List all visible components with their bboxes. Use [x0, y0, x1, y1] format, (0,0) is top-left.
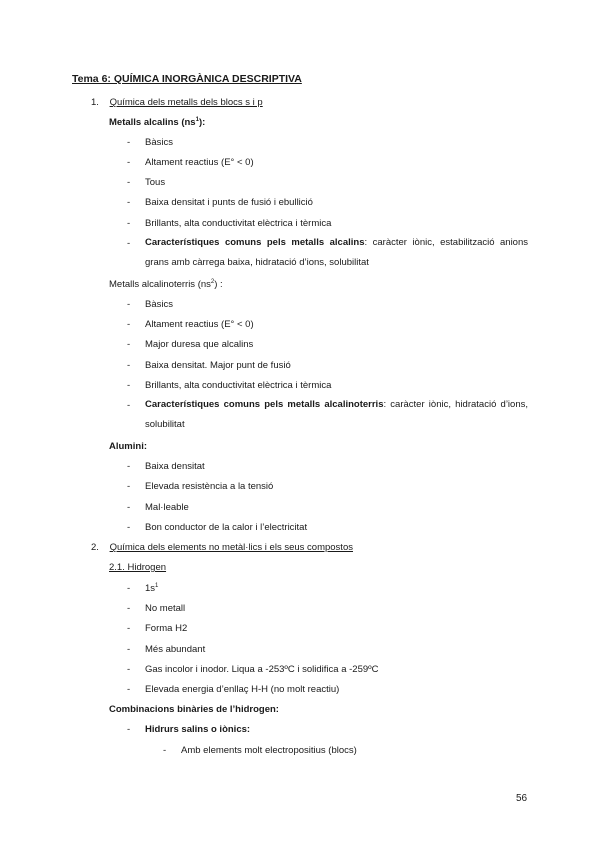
list-item [127, 603, 186, 615]
list-item-text: Baixa densitat i punts de fusió i ebullició [145, 197, 313, 208]
list-item-text: Brillants, alta conductivitat elèctrica i tèrmica [145, 218, 332, 229]
dash-bullet: - [127, 197, 131, 208]
alkaline-earth-heading-text: Metalls alcalinoterris (ns [109, 279, 211, 290]
alkali-common-bold: Característiques comuns pels metalls alcalins [145, 237, 365, 248]
dash-bullet: - [127, 481, 131, 492]
list-item [127, 197, 313, 209]
electron-config-sup: 1 [155, 582, 159, 589]
list-item [127, 177, 166, 189]
list-item-text: Bàsics [145, 137, 173, 148]
dash-bullet: - [127, 502, 131, 513]
list-item [127, 582, 159, 595]
list-item-text: Amb elements molt electropositius (blocs) [181, 745, 357, 756]
alkali-heading-text: Metalls alcalins (ns [109, 117, 196, 128]
dash-bullet: - [127, 177, 131, 188]
list-item-text: Major duresa que alcalins [145, 339, 254, 350]
section-2 [91, 542, 353, 554]
list-item-text: Altament reactius (E° < 0) [145, 157, 254, 168]
list-item [127, 481, 274, 493]
dash-bullet: - [127, 623, 131, 634]
saline-hydrides-heading: Hidrurs salins o iònics: [145, 724, 251, 735]
list-item [127, 644, 206, 656]
list-item-text: Altament reactius (E° < 0) [145, 319, 254, 330]
list-item-text: Forma H2 [145, 623, 188, 634]
list-item [127, 623, 188, 635]
list-item [127, 218, 332, 230]
binary-combinations-heading: Combinacions binàries de l’hidrogen: [109, 704, 279, 715]
list-item-text [145, 583, 158, 595]
list-item-text: Bàsics [145, 299, 173, 310]
list-item [127, 724, 251, 736]
electron-config: 1s [145, 583, 156, 594]
alkali-heading [109, 117, 205, 129]
section-number: 1. [91, 97, 99, 108]
dash-bullet: - [127, 137, 131, 148]
section-heading: Química dels metalls dels blocs s i p [109, 97, 263, 108]
list-item [127, 137, 173, 149]
list-item [127, 684, 340, 696]
list-item-text: Bon conductor de la calor i l’electricitat [145, 522, 308, 533]
dash-bullet: - [127, 400, 131, 411]
list-item [163, 745, 357, 757]
alkaline-earth-heading-sup: 2 [210, 278, 215, 285]
alkaline-earth-common-rest: : caràcter iònic, hidratació d’ions, solubilitat [145, 399, 528, 430]
alkaline-earth-heading [109, 279, 223, 291]
dash-bullet: - [127, 603, 131, 614]
dash-bullet: - [127, 461, 131, 472]
dash-bullet: - [127, 339, 131, 350]
section-number: 2. [91, 542, 99, 553]
list-item [127, 319, 254, 331]
dash-bullet: - [127, 299, 131, 310]
list-item [127, 380, 332, 392]
list-item [127, 461, 205, 473]
list-item-text: No metall [145, 603, 186, 614]
dash-bullet: - [127, 644, 131, 655]
alkali-heading-sup: 1 [195, 116, 199, 123]
list-item [127, 339, 254, 351]
dash-bullet: - [127, 664, 131, 675]
dash-bullet: - [127, 319, 131, 330]
list-item-text: Baixa densitat. Major punt de fusió [145, 360, 291, 371]
dash-bullet: - [127, 522, 131, 533]
dash-bullet: - [127, 360, 131, 371]
list-item [127, 502, 189, 514]
list-item-text: Més abundant [145, 644, 206, 655]
dash-bullet: - [127, 157, 131, 168]
list-item-text: Elevada energia d’enllaç H-H (no molt reactiu) [145, 684, 340, 695]
page-title: Tema 6: QUÍMICA INORGÀNICA DESCRIPTIVA [72, 73, 302, 85]
list-item [127, 664, 379, 676]
alkaline-earth-common-characteristics [145, 395, 528, 435]
alkali-common-rest: : caràcter iònic, estabilització anions grans amb càrrega baixa, hidratació d’ions, solubilitat [145, 237, 528, 268]
page-number: 56 [516, 793, 528, 804]
list-item-text: Tous [145, 177, 166, 188]
list-item-text: Baixa densitat [145, 461, 205, 472]
dash-bullet: - [163, 745, 167, 756]
section-heading: Química dels elements no metàl·lics i els seus compostos [109, 542, 353, 553]
dash-bullet: - [127, 684, 131, 695]
dash-bullet: - [127, 583, 131, 594]
alkaline-earth-heading-end: ) : [214, 279, 223, 290]
hydrogen-subheading: 2.1. Hidrogen [109, 562, 167, 573]
aluminium-heading: Alumini: [109, 441, 147, 452]
dash-bullet: - [127, 380, 131, 391]
list-item [127, 360, 291, 372]
dash-bullet: - [127, 218, 131, 229]
section-1 [91, 97, 263, 109]
list-item-text: Gas incolor i inodor. Liqua a -253ºC i solidifica a -259ºC [145, 664, 379, 675]
list-item-text: Elevada resistència a la tensió [145, 481, 274, 492]
list-item [127, 522, 308, 534]
alkali-heading-end: ): [198, 117, 206, 128]
dash-bullet: - [127, 724, 131, 735]
list-item-text: Mal·leable [145, 502, 189, 513]
alkali-common-characteristics [145, 233, 528, 273]
list-item [127, 299, 173, 311]
list-item-text: Brillants, alta conductivitat elèctrica i tèrmica [145, 380, 332, 391]
dash-bullet: - [127, 238, 131, 249]
list-item [127, 157, 254, 169]
alkaline-earth-common-bold: Característiques comuns pels metalls alcalinoterris [145, 399, 384, 410]
